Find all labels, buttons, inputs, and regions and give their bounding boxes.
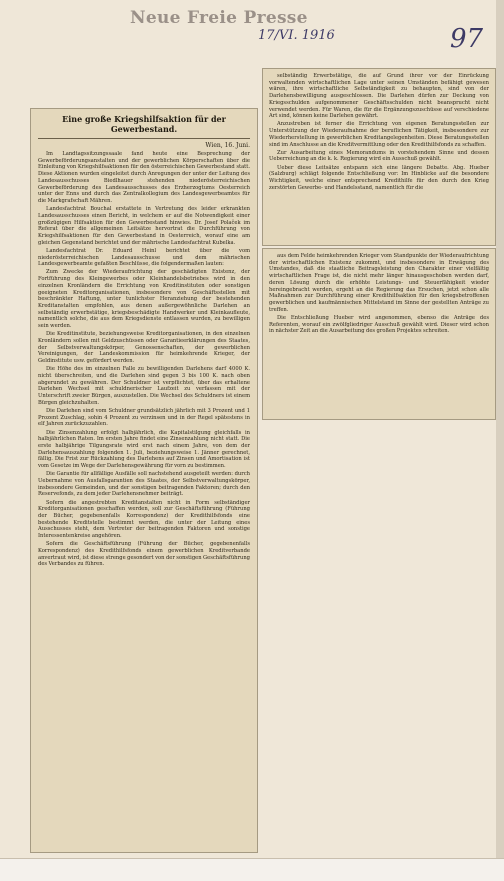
clipping-left-column xyxy=(30,108,258,853)
article-paragraph: Landesfachtrat Bouchal erstattete in Vertretung des leider erkrankten Landesausschusses einen Bericht, in welchem er auf die Notwendigkeit einer großzügigen Hilfsaktion für den Gewerbestand hinwies. Dr. Josef Polaček im Referat über die allgemeinen Leitsätze hervortrat die Durchführung von Kriegshilfsaktionen für den Gewerbestand in Oesterreich, worauf eine am gleichen Gegenstand berichtet und der mährische Landesfachtrat Kubelka. xyxy=(38,206,250,246)
article-paragraph: Landesfachtrat Dr. Eduard Heinl berichtet über die vom niederösterreichischen Landesausschusse und dem mährischen Landesgewerbeamte gefaßten Beschlüsse, die folgendermaßen lauten: xyxy=(38,247,250,268)
article-paragraph: Die Garantie für allfällige Ausfälle soll nachstehend ausgeteilt werden: durch Uebernahme von Ausfallsgarantien des Staates, der Selbstverwaltungskörper, insbesondere Gemeinden, und der sonstigen beitragenden Faktoren; durch den Reservefonds, zu dem jeder Darlehensnehmer beiträgt. xyxy=(38,471,250,498)
article-paragraph: selbständig Erwerbstätige, die auf Grund ihrer vor der Einrückung vorwaltenden wirtschaftlichen Lage unter seinen Umständen befähigt gewesen wären, ihre wirtschaftliche Selbständigkeit zu behaupten, sind von der Darlehensbewilligung ausgeschlossen. Die Darlehen dürfen zur Deckung von Kriegsschulden aufgenommener Geschäftsschulden nicht beansprucht nicht verwendet werden. Für Waren, die für die Ergänzungszuschüsse auf verschiedene Art sind, können keine Darlehen gewährt. xyxy=(269,73,489,120)
article-paragraph: Im Landtagssitzungssaale fand heute eine Besprechung der Gewerbeförderungsanstalten und der gewerblichen Körperschaften über die Einleitung von Kriegshilfsaktionen für den österreichischen Gewerbestand statt. Diese Aktionen wurden eingeleitet durch Anregungen der unter der Leitung des Landesausschusses Biedlhauer stehenden niederösterreichischen Gewerbeförderung des Landesausschusses des Erzherzogtums Oesterreich unter der Enns und durch das Zentralkollegium des Landesgewerbeamtes für die Markgrafschaft Mähren. xyxy=(38,151,250,204)
article-dateline: Wien, 16. Juni. xyxy=(205,142,250,149)
article-paragraph: Die Entschließung Hueber wird angenommen, ebenso die Anträge des Referenten, worauf ein zwölfgliedriger Ausschuß gewählt wird. Dieser wird schon in nächster Zeit an die Ausarbeitung des großen Projektes schreiten. xyxy=(269,314,489,335)
sheet-edge xyxy=(496,0,504,881)
clipping-right-bottom xyxy=(262,248,496,420)
article-paragraph: Die Höhe des im einzelnen Falle zu bewilligenden Darlehens darf 4000 K. nicht überschreiten, und die Darlehen sind gegen 3 bis 100 K. nach oben abgerundet zu gewähren. Der Schuldner ist verpflichtet, über das erhaltene Darlehen Wechsel mit schuldnerischer Laufzeit zu verfassen mit der Unterschrift zweier Bürgen, auszustellen. Die Wechsel des Schuldners ist einem Bürgen gleichzuhalten. xyxy=(38,366,250,406)
article-paragraph: Die Zinsenzahlung erfolgt halbjährlich, die Kapitalstilgung gleichfalls in halbjährlichen Raten. Im ersten Jahre findet eine Zinsenzahlung nicht statt. Die erste halbjährige Tilgungsrate wird erst nach einem Jahre, von dem der Darlehensauszahlung folgenden 1. Juli, beziehungsweise 1. Jänner gerechnet, fällig. Die Frist zur Rückzahlung des Darlehens auf Zinsen und Amortisation ist vom Gesetze im Wege der Darlehensgewährung für vorn zu bestimmen. xyxy=(38,429,250,470)
article-paragraph: Zum Zwecke der Wiederaufrichtung der geschädigten Existenz, der Fortführung des Kleingewerbes oder Kleinhandelsbetriebes wird in den einzelnen Kronländern die Errichtung von Kreditinstituten oder sonstigen geeigneten Kreditorganisationen, insbesondere von Geschäftsstellen mit beschränkter Haftung, unter tunlichster Heranziehung der bestehenden Kreditanstalten empfohlen, aus denen außergewöhnliche Darlehen an selbständig erwerbstätige, kriegsbeschädigte Handwerker und Kleinkaufleute, namentlich solche, die aus dem Kriegsdienste entlassen wurden, zu bewilligen sein werden. xyxy=(38,269,250,330)
article-paragraph: Zur Ausarbeitung eines Memorandums in vorstehendem Sinne und dessen Ueberreichung an die k. k. Regierung wird ein Ausschuß gewählt. xyxy=(269,149,489,163)
article-paragraph: Anzustreben ist ferner die Errichtung von eigenen Beratungsstellen zur Unterstützung der Wiederaufnahme der beruflichen Tätigkeit, insbesondere zur Wiederherstellung in gewerblichen Kreditangelegenheiten. Diese Beratungsstellen sind im Anschlusse an die Kreditvermittlung oder den Kredithilfsfonds zu schaffen. xyxy=(269,121,489,148)
article-title: Eine große Kriegshilfsaktion für der Gewerbestand. xyxy=(62,114,226,134)
article-paragraph: Die Darlehen sind vom Schuldner grundsätzlich jährlich mit 3 Prozent und 1 Prozent Zuschlag, sohin 4 Prozent zu verzinsen und in der Regel spätestens in elf Jahren zurückzuzahlen. xyxy=(38,408,250,428)
article-paragraph: Sofern die angestrebten Kreditanstalten nicht in Form selbständiger Kreditorganisationen geschaffen werden, soll zur Geschäftsführung (Führung der Bücher, gegebenenfalls Korrespondenz) der Kredithilfsfonds eine bestehende Kreditstelle bestimmt werden, die unter der Leitung eines Ausschusses steht, dem Vertreter der beitragenden Faktoren und sonstige Interessentenkreise angehören. xyxy=(38,499,250,540)
article-paragraph: aus dem Felde heimkehrenden Krieger vom Standpunkte der Wiederaufrichtung der wirtschaftlichen Existenz zukommt, und insbesondere in Erwägung des Umstandes, daß die staatliche Beitragsleistung den Charakter einer vielfältig wirtschaftlichen Frage ist, die nicht mehr länger hinausgeschoben werden darf, deren Lösung durch die erhöhte Leistungs- und Steuerfähigkeit wieder hereingebracht werden, ergeht an die Regierung das Ersuchen, jetzt schon alle Maßnahmen zur Durchführung einer Kredithilfsaktion für den kriegsbetroffenen gewerblichen und kaufmännischen Mittelstand im Sinne der gestellten Anträge zu treffen. xyxy=(269,253,489,313)
newspaper-name: Neue Freie Presse xyxy=(130,8,308,28)
article-paragraph: Sofern die Geschäftsführung (Führung der Bücher, gegebenenfalls Korrespondenz) des Kredithilfsfonds einem gewerblichen Kreditverbande anvertraut wird, ist diese strenge gesondert von der sonstigen Geschäftsführung des Verbandes zu führen. xyxy=(38,541,250,568)
handwritten-page-number: 97 xyxy=(450,24,484,54)
clipping-right-top xyxy=(262,68,496,246)
article-paragraph: Ueber diese Leitsätze entspann sich eine längere Debatte. Abg. Hueber (Salzburg) schlägt folgende Entschließung vor: Im Hinblicke auf die besondere Wichtigkeit, welche einer entsprechend Kredithilfe für den durch den Krieg zerstörten Gewerbe- und Handelsstand, namentlich für die xyxy=(269,164,489,191)
handwritten-date: 17/VI. 1916 xyxy=(258,28,335,43)
article-paragraph: Die Kreditinstitute, beziehungsweise Kreditorganisationen, in den einzelnen Kronländern sollen mit Geldzuschüssen oder Garantieerklärungen des Staates, der Selbstverwaltungskörper, Genossenschaften, der gewerblichen Vereinigungen, der Landeskommission für heimkehrende Krieger, der Geldinstitute usw. gefördert werden. xyxy=(38,331,250,365)
title-divider xyxy=(38,138,250,139)
sheet-bottom-margin xyxy=(0,858,504,881)
